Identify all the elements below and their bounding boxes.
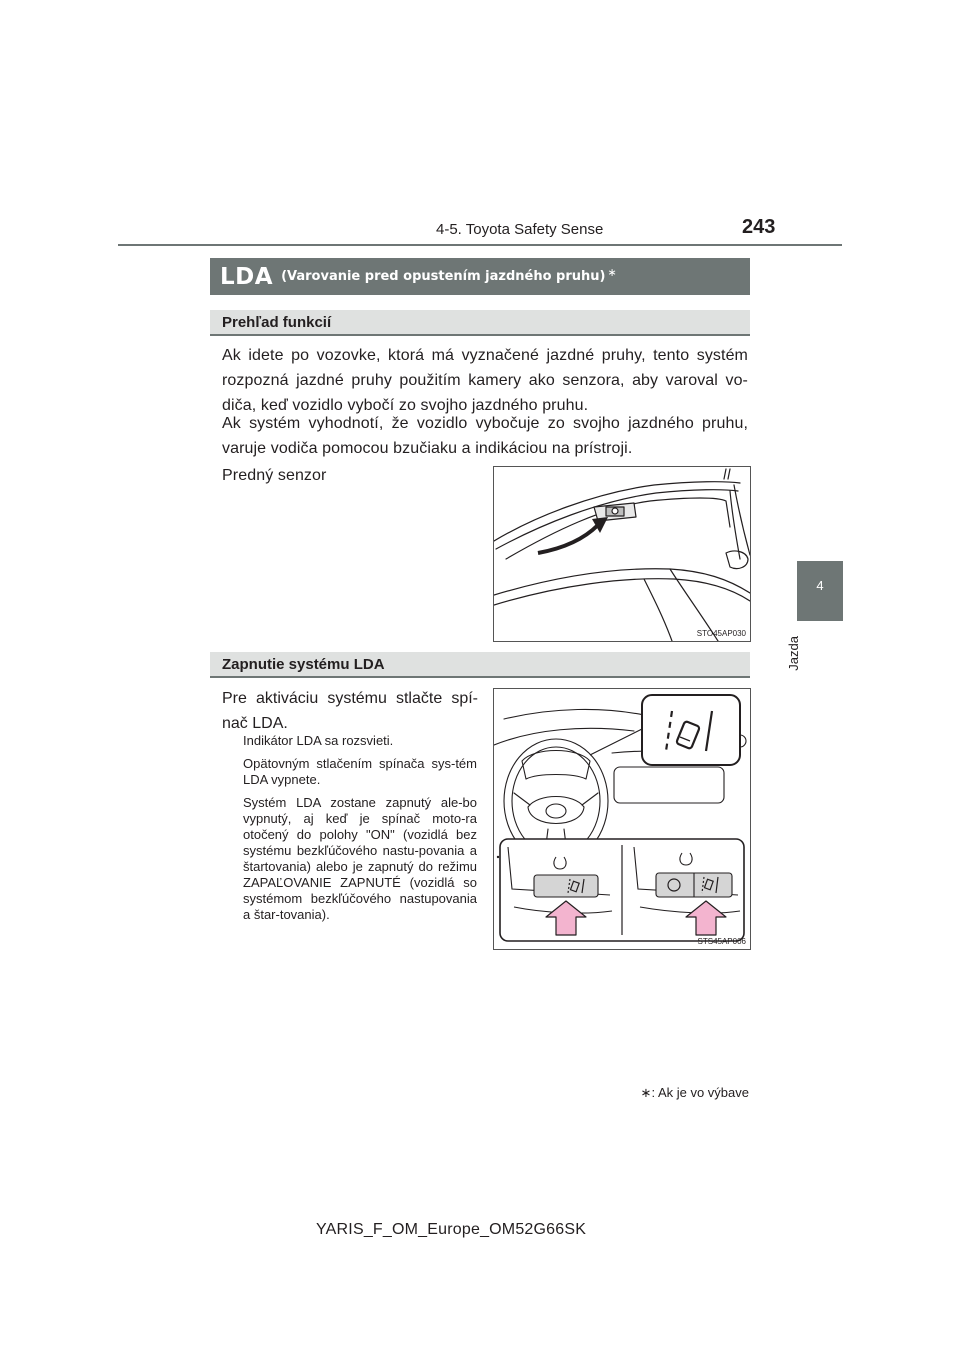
page-number: 243 [742, 216, 776, 238]
section-heading-sub: (Varovanie pred opustením jazdného pruhu) [281, 269, 606, 284]
document-code: YARIS_F_OM_Europe_OM52G66SK [316, 1221, 587, 1238]
availability-footnote: ∗: Ak je vo výbave [640, 1085, 749, 1100]
windshield-drawing [494, 467, 750, 641]
front-sensor-illustration [493, 466, 751, 642]
illustration-code: STO45AP030 [696, 629, 746, 638]
chapter-side-tab-number: 4 [816, 578, 824, 593]
overview-paragraph-2: Ak systém vyhodnotí, že vozidlo vybočuje zo svojho jazdného pruhu, varuje vodiča pomocou bzučiaku a indikáciou na prístroji. [222, 415, 748, 457]
activation-intro: Pre aktiváciu systému stlačte spí-nač LDA. [222, 690, 478, 732]
activation-heading: Zapnutie systému LDA [210, 652, 750, 678]
chapter-title: 4-5. Toyota Safety Sense [436, 221, 604, 238]
header-rule [118, 244, 842, 246]
availability-mark: ∗ [607, 267, 617, 279]
overview-heading: Prehľad funkcií [210, 310, 750, 336]
section-heading [210, 258, 750, 295]
dashboard-drawing [494, 689, 750, 949]
note-item: Opätovným stlačením spínača sys-tém LDA vypnete. [243, 756, 477, 787]
note-item: Indikátor LDA sa rozsvieti. [243, 733, 394, 748]
note-item: Systém LDA zostane zapnutý ale-bo vypnutý, aj keď je spínač moto-ra otočený do polohy "ON" (vozidlá bez systému bezkľúčového nastu-povania a štartovania) alebo je zapnutý do režimu ZAPAĽOVANIE ZAPNUTÉ (vozidlá so systémom bezkľúčového nastupovania a štar-tovania). [243, 795, 477, 922]
lda-switch-illustration [493, 688, 751, 950]
activation-notes [243, 733, 477, 930]
illustration-code: STS45AP006 [697, 937, 746, 946]
sensor-label: Predný senzor [222, 467, 327, 484]
section-heading-main: LDA [220, 263, 274, 290]
overview-paragraph-1: Ak idete po vozovke, ktorá má vyznačené jazdné pruhy, tento systém rozpozná jazdné pruhy použitím kamery ako senzora, aby varoval vo-diča, keď vozidlo vybočí zo svojho jazdného pruhu. [222, 347, 748, 414]
chapter-side-tab-label: Jazda [786, 636, 801, 671]
